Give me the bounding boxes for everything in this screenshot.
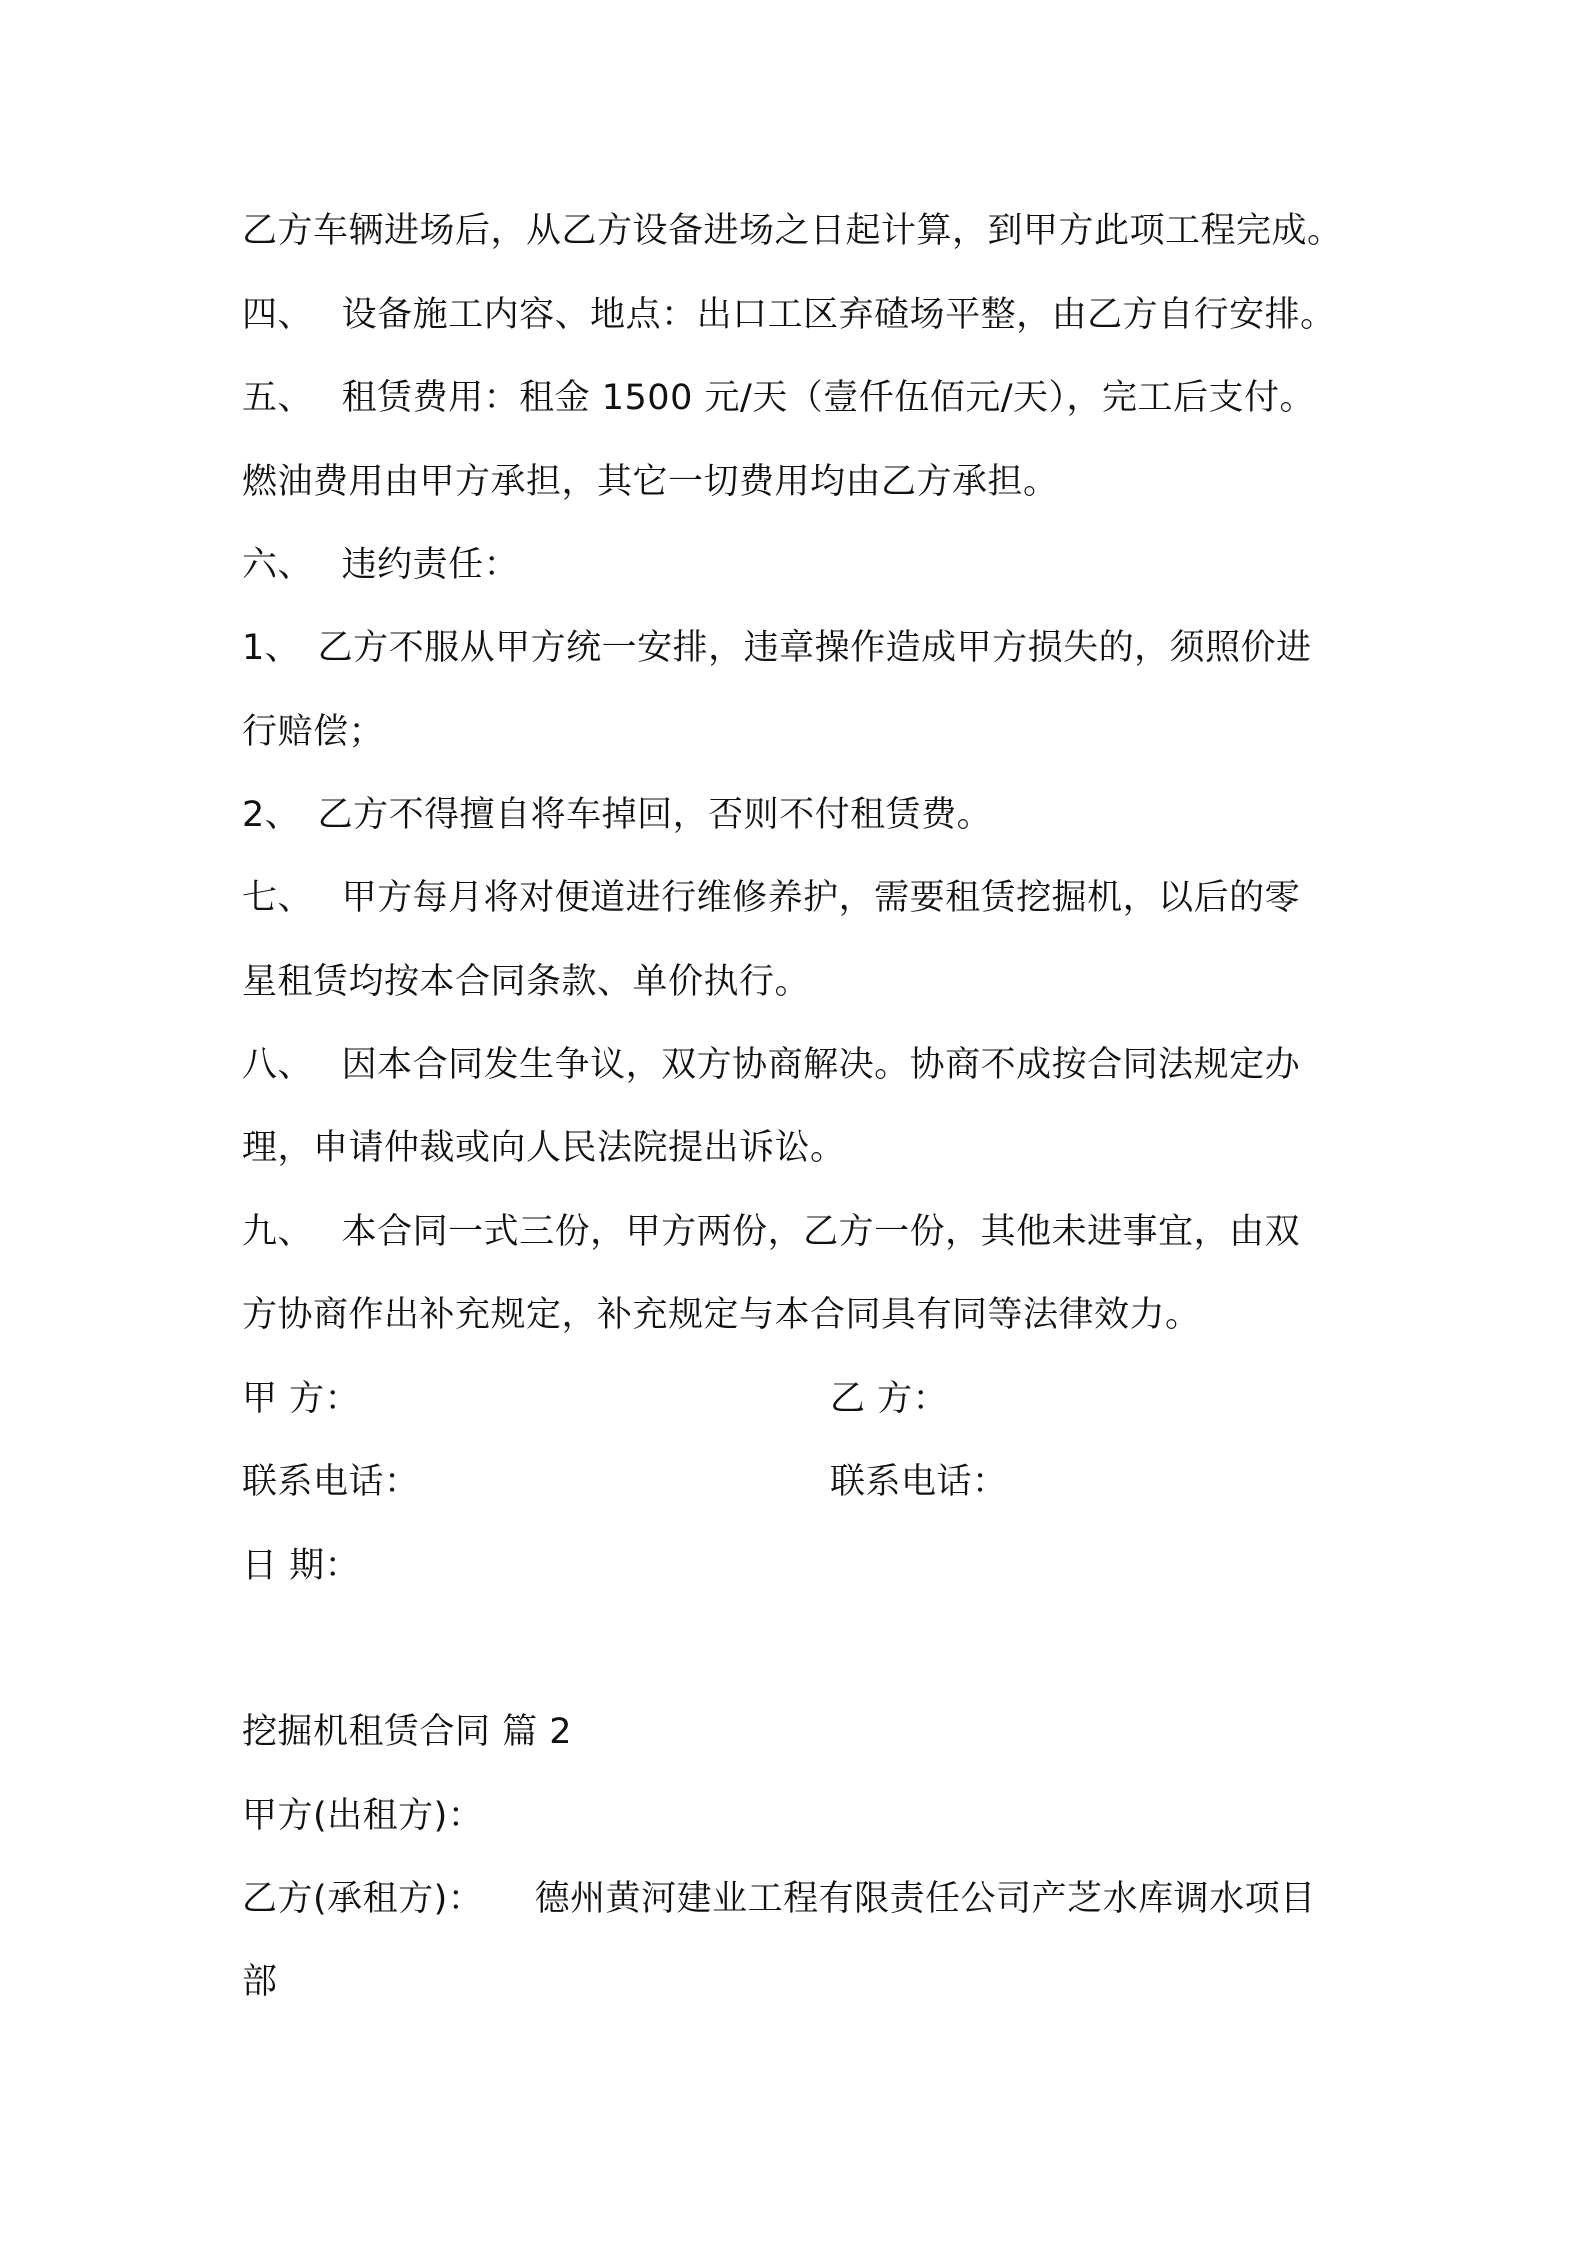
clause-text: 乙方车辆进场后，从乙方设备进场之日起计算，到甲方此项工程完成。 [242,211,1343,251]
clause-text: 租赁费用：租金 1500 元/天（壹仟伍佰元/天），完工后支付。 [341,378,1316,418]
lessor-line [242,1792,483,1840]
lessor-label: 甲方(出租方)： [242,1796,484,1836]
clause-6-item-1-continuation [242,708,384,756]
party-b-label: 乙 方： [830,1379,949,1419]
clause-text: 星租赁均按本合同条款、单价执行。 [242,962,811,1002]
signature-date [242,1542,360,1590]
clause-6-item-1 [242,624,1312,672]
clause-9-continuation [242,1291,1201,1339]
signature-party-a [242,1375,360,1423]
clause-text: 违约责任： [341,545,520,585]
clause-number: 七、 [242,878,314,918]
clause-number: 四、 [242,295,314,335]
signature-party-b [830,1375,948,1423]
party-a-label: 甲 方： [242,1379,361,1419]
phone-b-label: 联系电话： [830,1462,1008,1502]
clause-number: 八、 [242,1045,314,1085]
clause-text: 设备施工内容、地点：出口工区弃碴场平整，由乙方自行安排。 [341,295,1336,335]
lessee-continuation [242,1958,278,2006]
clause-text: 行赔偿； [242,712,385,752]
signature-phone-a [242,1458,420,1506]
section-title-text: 挖掘机租赁合同 篇 2 [242,1712,573,1752]
clause-8-continuation [242,1124,846,1172]
section-title [242,1708,572,1756]
clause-number: 五、 [242,378,314,418]
lessee-line [242,1875,1316,1923]
clause-text: 燃油费用由甲方承担，其它一切费用均由乙方承担。 [242,462,1059,502]
clause-5 [242,374,1315,422]
clause-7 [242,874,1300,922]
clause-number: 九、 [242,1212,314,1252]
clause-text: 方协商作出补充规定，补充规定与本合同具有同等法律效力。 [242,1295,1201,1335]
lessee-label: 乙方(承租方)： [242,1879,484,1919]
lessee-name-cont: 部 [242,1962,278,2002]
clause-6-item-2 [242,791,992,839]
date-label: 日 期： [242,1546,361,1586]
clause-text: 乙方不服从甲方统一安排，违章操作造成甲方损失的，须照价进 [317,628,1312,668]
clause-8 [242,1041,1300,1089]
item-number: 1、 [242,628,301,668]
phone-a-label: 联系电话： [242,1462,420,1502]
signature-phone-b [830,1458,1008,1506]
clause-text: 因本合同发生争议，双方协商解决。协商不成按合同法规定办 [341,1045,1301,1085]
clause-7-continuation [242,958,810,1006]
clause-9 [242,1208,1300,1256]
clause-continuation [242,207,1343,255]
clause-text: 乙方不得擅自将车掉回，否则不付租赁费。 [317,795,993,835]
clause-4 [242,291,1336,339]
lessee-name: 德州黄河建业工程有限责任公司产芝水库调水项目 [534,1879,1316,1919]
clause-text: 理，申请仲裁或向人民法院提出诉讼。 [242,1128,846,1168]
clause-number: 六、 [242,545,314,585]
clause-5-continuation [242,458,1059,506]
clause-text: 本合同一式三份，甲方两份，乙方一份，其他未进事宜，由双 [341,1212,1301,1252]
item-number: 2、 [242,795,301,835]
clause-text: 甲方每月将对便道进行维修养护，需要租赁挖掘机，以后的零 [341,878,1301,918]
clause-6 [242,541,519,589]
